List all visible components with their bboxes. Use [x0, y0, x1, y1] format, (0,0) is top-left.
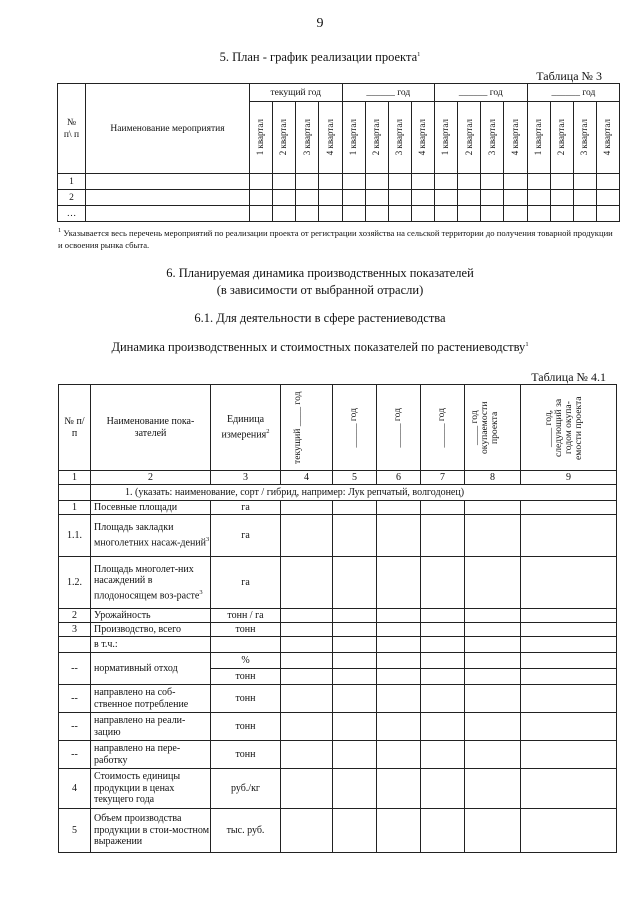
table-cell [521, 557, 617, 609]
table-cell [421, 623, 465, 637]
table-cell [421, 501, 465, 515]
table-cell [596, 174, 619, 190]
table-cell [319, 190, 342, 206]
table-cell [521, 741, 617, 769]
row-number: … [58, 206, 86, 222]
table-cell [333, 557, 377, 609]
row-unit: га [211, 501, 281, 515]
table-cell [250, 206, 273, 222]
quarter-label: 3 квартал [301, 119, 312, 156]
page-number: 9 [316, 16, 324, 31]
table-row [59, 609, 617, 623]
table-cell [481, 190, 504, 206]
row-number: -- [59, 741, 91, 769]
table-cell [342, 206, 365, 222]
row-unit: га [211, 557, 281, 609]
table-cell [573, 174, 596, 190]
table-cell [319, 206, 342, 222]
quarter-header [573, 102, 596, 174]
col-name-header: Наименование мероприятия [86, 84, 250, 174]
row-number: 1.2. [59, 557, 91, 609]
table-row [59, 685, 617, 713]
table-cell [377, 609, 421, 623]
table-cell [377, 809, 421, 853]
row-name-text: направлено на соб-ственное потребление [94, 687, 189, 710]
row-unit: тонн [211, 669, 281, 685]
table-cell [521, 623, 617, 637]
table3-label: Таблица № 3 [536, 69, 602, 83]
table-cell [504, 190, 527, 206]
column-number: 2 [91, 471, 211, 485]
table-cell [421, 741, 465, 769]
column-number: 4 [281, 471, 333, 485]
footnote-sup: 1 [58, 227, 62, 234]
table-cell [281, 769, 333, 809]
table-cell [465, 713, 521, 741]
row-number: 2 [58, 190, 86, 206]
column-number: 7 [421, 471, 465, 485]
quarter-header [550, 102, 573, 174]
footnote-text: Указывается весь перечень мероприятий по реализации проекта от регистрации хозяйства на сельской территории до получения товарной продукции и освоения рынка сбыта. [58, 227, 613, 250]
row-name-text: Площадь закладки многолетних насаж-дений [94, 522, 207, 549]
header-year-text: текущий ____ год [291, 391, 303, 464]
row-unit: % [211, 653, 281, 669]
table-cell [377, 685, 421, 713]
table-cell [421, 685, 465, 713]
table41-label: Таблица № 4.1 [531, 370, 606, 384]
table-cell [504, 174, 527, 190]
table-cell [333, 653, 377, 669]
table-cell [465, 623, 521, 637]
table-cell [388, 206, 411, 222]
table-cell [333, 501, 377, 515]
column-number: 6 [377, 471, 421, 485]
table-row [59, 741, 617, 769]
header-year-text: _____ год [436, 407, 448, 448]
row-unit: тыс. руб. [211, 809, 281, 853]
table-cell [273, 206, 296, 222]
row-name: нормативный отход [91, 653, 211, 685]
table-cell [333, 809, 377, 853]
table-cell [465, 809, 521, 853]
table-row [58, 206, 620, 222]
row-unit: тонн [211, 713, 281, 741]
table-cell [86, 190, 250, 206]
row-unit: га [211, 515, 281, 557]
table-cell [421, 637, 465, 653]
section5-title-text: 5. План - график реализации проекта [219, 50, 418, 64]
quarter-label: 3 квартал [394, 119, 405, 156]
table-cell [521, 669, 617, 685]
quarter-header [250, 102, 273, 174]
table-cell [86, 206, 250, 222]
table-cell [421, 609, 465, 623]
row-number: -- [59, 653, 91, 685]
table-cell [333, 741, 377, 769]
row-name [91, 713, 211, 741]
header-year-text: ____ год окупаемости проекта [468, 401, 500, 454]
table-cell [365, 174, 388, 190]
table-cell [521, 637, 617, 653]
quarter-header [342, 102, 365, 174]
row-name [91, 809, 211, 853]
row-number: 4 [59, 769, 91, 809]
column-number: 1 [59, 471, 91, 485]
table-cell [596, 206, 619, 222]
quarter-header [458, 102, 481, 174]
quarter-label: 2 квартал [463, 119, 474, 156]
header-name: Наименование пока-зателей [91, 385, 211, 471]
table-cell [421, 653, 465, 669]
header-year [333, 385, 377, 471]
table-cell [458, 206, 481, 222]
table-cell [465, 653, 521, 669]
table-cell [521, 515, 617, 557]
table-cell [342, 174, 365, 190]
table-cell [377, 637, 421, 653]
quarter-header [296, 102, 319, 174]
quarter-header [273, 102, 296, 174]
quarter-label: 3 квартал [486, 119, 497, 156]
row-number: 1 [58, 174, 86, 190]
year-header: ______ год [342, 84, 435, 102]
crop-group-row: 1. (указать: наименование, сорт / гибрид, например: Лук репчатый, волгодонец) [91, 485, 617, 501]
table-cell [521, 713, 617, 741]
row-name [91, 623, 211, 637]
row-name-sup: 3 [199, 588, 203, 596]
table-cell [377, 557, 421, 609]
year-header: текущий год [250, 84, 343, 102]
header-year-text: ____ год, следующий за годом окупа-емости проекта [542, 395, 584, 460]
row-number: -- [59, 685, 91, 713]
table-cell [573, 206, 596, 222]
header-year-text: _____ год [348, 407, 360, 448]
row-unit: тонн [211, 623, 281, 637]
table-cell [365, 206, 388, 222]
table-cell [527, 190, 550, 206]
table-cell [273, 190, 296, 206]
quarter-label: 2 квартал [556, 119, 567, 156]
table-cell [435, 174, 458, 190]
table-cell [86, 174, 250, 190]
table-cell [411, 206, 434, 222]
row-name-sup: 3 [206, 535, 210, 543]
row-name [91, 769, 211, 809]
quarter-label: 2 квартал [370, 119, 381, 156]
footnote-1 [58, 225, 618, 251]
header-year [281, 385, 333, 471]
header-unit-text: Единица измерения [221, 414, 267, 441]
table-cell [421, 557, 465, 609]
quarter-label: 1 квартал [440, 119, 451, 156]
row-unit [211, 637, 281, 653]
table-row [59, 713, 617, 741]
table-cell [377, 769, 421, 809]
table-cell [377, 623, 421, 637]
row-name [91, 557, 211, 609]
quarter-label: 4 квартал [417, 119, 428, 156]
table-cell [333, 637, 377, 653]
table-cell [296, 190, 319, 206]
header-unit-sup: 2 [266, 427, 270, 435]
row-number: 1.1. [59, 515, 91, 557]
row-name [91, 501, 211, 515]
table-cell [465, 685, 521, 713]
table-cell [281, 713, 333, 741]
header-year-text: _____ год [392, 407, 404, 448]
table-cell [465, 769, 521, 809]
table-row [59, 557, 617, 609]
row-name-text: направлено на пере-работку [94, 743, 181, 766]
quarter-header [319, 102, 342, 174]
quarter-label: 2 квартал [278, 119, 289, 156]
table-row [58, 190, 620, 206]
row-name-text: направлено на реали-зацию [94, 715, 186, 738]
column-number: 8 [465, 471, 521, 485]
table-cell [521, 653, 617, 669]
quarter-header [481, 102, 504, 174]
column-number: 5 [333, 471, 377, 485]
table-cell [365, 190, 388, 206]
table-cell [281, 623, 333, 637]
quarter-header [388, 102, 411, 174]
table-cell [333, 515, 377, 557]
row-number: 2 [59, 609, 91, 623]
header-year [377, 385, 421, 471]
table-row [59, 653, 617, 669]
row-name-text: Посевные площади [94, 501, 178, 513]
table-cell [250, 190, 273, 206]
table-cell [521, 609, 617, 623]
table-cell [333, 609, 377, 623]
table-cell [421, 809, 465, 853]
table-cell [527, 206, 550, 222]
table-cell [281, 809, 333, 853]
row-unit: руб./кг [211, 769, 281, 809]
table-cell [465, 741, 521, 769]
row-number: 3 [59, 623, 91, 637]
quarter-label: 4 квартал [602, 119, 613, 156]
dynamics-title-text: Динамика производственных и стоимостных показателей по растениеводству [111, 340, 526, 354]
year-header: ______ год [435, 84, 528, 102]
table-cell [296, 206, 319, 222]
header-year [421, 385, 465, 471]
row-name [91, 515, 211, 557]
table-row [59, 809, 617, 853]
dynamics-title [0, 340, 640, 355]
table-cell [377, 653, 421, 669]
table-cell [521, 685, 617, 713]
table-cell [281, 609, 333, 623]
table-cell [273, 174, 296, 190]
quarter-header [504, 102, 527, 174]
table-cell [388, 174, 411, 190]
header-next-year [521, 385, 617, 471]
quarter-label: 1 квартал [347, 119, 358, 156]
row-name-text: Площадь многолет-них насаждений в плодоносящем воз-расте [94, 563, 200, 601]
table-cell [377, 741, 421, 769]
table-cell [465, 557, 521, 609]
row-name [91, 609, 211, 623]
table-cell [377, 713, 421, 741]
row-number: 5 [59, 809, 91, 853]
table-cell [411, 190, 434, 206]
table-cell [550, 174, 573, 190]
table-cell [458, 190, 481, 206]
quarter-header [411, 102, 434, 174]
table-cell [333, 685, 377, 713]
table-cell [435, 190, 458, 206]
section5-title [0, 50, 640, 65]
table-cell [465, 501, 521, 515]
row-name-text: Производство, всего [94, 623, 181, 635]
row-name [91, 637, 211, 653]
quarter-label: 4 квартал [509, 119, 520, 156]
table-cell [435, 206, 458, 222]
quarter-label: 1 квартал [255, 119, 266, 156]
table-cell [281, 557, 333, 609]
quarter-label: 3 квартал [579, 119, 590, 156]
table-cell [377, 669, 421, 685]
table-cell [481, 174, 504, 190]
table-cell [281, 653, 333, 669]
table-row [59, 769, 617, 809]
row-name-text: Урожайность [94, 609, 151, 621]
section6-title: 6. Планируемая динамика производственных показателей [166, 266, 474, 280]
table-cell [550, 206, 573, 222]
crop-dynamics-table [58, 384, 617, 853]
header-num: № п/п [59, 385, 91, 471]
quarter-header [596, 102, 619, 174]
table-row [59, 637, 617, 653]
section6-subtitle: (в зависимости от выбранной отрасли) [216, 283, 424, 297]
row-name-text: Объем производства продукции в стои-мостном выражении [94, 813, 210, 848]
table-cell [481, 206, 504, 222]
table-cell [281, 501, 333, 515]
table-cell [421, 769, 465, 809]
row-number: 1 [59, 501, 91, 515]
table-cell [465, 515, 521, 557]
dynamics-sup: 1 [525, 340, 529, 348]
quarter-header [527, 102, 550, 174]
table-row [58, 174, 620, 190]
column-number: 9 [521, 471, 617, 485]
table-cell [527, 174, 550, 190]
quarter-label: 4 квартал [324, 119, 335, 156]
table-cell [388, 190, 411, 206]
table-cell [281, 741, 333, 769]
table-cell [281, 669, 333, 685]
section61-title: 6.1. Для деятельности в сфере растениеводства [194, 311, 446, 325]
table-cell [421, 515, 465, 557]
table-cell [465, 637, 521, 653]
table-cell [465, 669, 521, 685]
table-cell [550, 190, 573, 206]
row-name [91, 685, 211, 713]
row-number [59, 637, 91, 653]
table-cell [377, 501, 421, 515]
table-cell [281, 637, 333, 653]
table-cell [333, 669, 377, 685]
table-cell [465, 609, 521, 623]
header-payback-year [465, 385, 521, 471]
table-cell [342, 190, 365, 206]
row-number: -- [59, 713, 91, 741]
table-cell [281, 685, 333, 713]
row-unit: тонн [211, 741, 281, 769]
table-cell [296, 174, 319, 190]
table-cell [573, 190, 596, 206]
table-cell [333, 769, 377, 809]
table-cell [250, 174, 273, 190]
table-cell [421, 713, 465, 741]
col-num-header: № п\ п [58, 84, 86, 174]
table-cell [421, 669, 465, 685]
table-row [59, 623, 617, 637]
table-cell [319, 174, 342, 190]
year-header: ______ год [527, 84, 620, 102]
table-cell [333, 713, 377, 741]
table-cell [458, 174, 481, 190]
table-cell [596, 190, 619, 206]
table-row [59, 515, 617, 557]
row-unit: тонн / га [211, 609, 281, 623]
table-cell [333, 623, 377, 637]
table-cell [521, 809, 617, 853]
row-name-text: Стоимость единицы продукции в ценах текущего года [94, 771, 181, 806]
table-cell [281, 515, 333, 557]
table-cell [521, 769, 617, 809]
row-name-text: в т.ч.: [94, 638, 118, 650]
quarter-header [435, 102, 458, 174]
quarter-header [365, 102, 388, 174]
row-unit: тонн [211, 685, 281, 713]
quarter-label: 1 квартал [532, 119, 543, 156]
table-cell [504, 206, 527, 222]
table-cell [377, 515, 421, 557]
table-cell [521, 501, 617, 515]
header-unit [211, 385, 281, 471]
table-row [59, 501, 617, 515]
column-number: 3 [211, 471, 281, 485]
table-cell [411, 174, 434, 190]
row-name [91, 741, 211, 769]
section5-title-sup: 1 [417, 50, 421, 58]
project-schedule-table [57, 83, 620, 222]
